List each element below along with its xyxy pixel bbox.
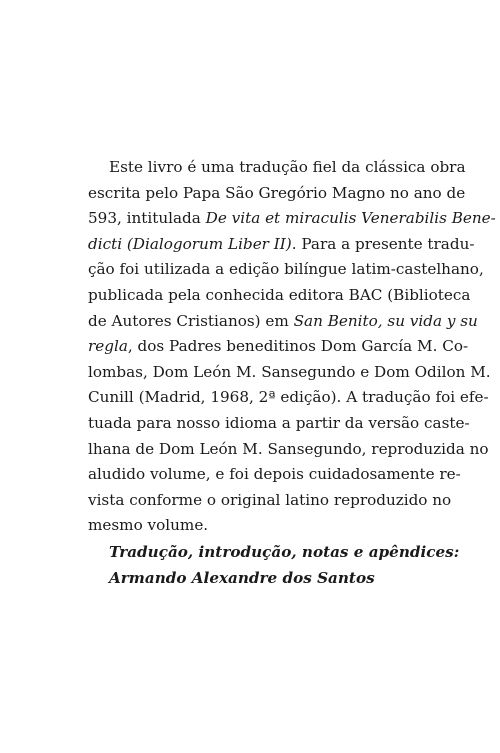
text-run: de Autores Cristianos) em (88, 311, 294, 330)
text-run: Este livro é uma tradução fiel da clássica obra (109, 158, 466, 176)
text-run: . Para a presente tradu- (291, 234, 475, 253)
text-run: , dos Padres beneditinos Dom García M. Co- (127, 337, 469, 356)
translation-note-paragraph (88, 155, 496, 539)
italic-title-run: De vita et miraculis Venerabilis Bene- (205, 209, 496, 228)
paragraph-line (88, 309, 478, 335)
italic-title-run: regla (88, 337, 128, 356)
paragraph-line (88, 334, 469, 360)
paragraph-line (88, 437, 489, 463)
text-run: lhana de Dom León M. Sansegundo, reproduzida no (88, 439, 489, 458)
text-run: tuada para nosso idioma a partir da versão caste- (88, 413, 470, 432)
text-run: mesmo volume. (88, 516, 209, 535)
paragraph-line (88, 283, 471, 309)
paragraph-line (88, 181, 466, 207)
paragraph-line (88, 206, 496, 232)
translation-credits (109, 540, 460, 591)
text-run: Cunill (Madrid, 1968, 2ª edição). A tradução foi efe- (88, 388, 489, 407)
credits-name: Armando Alexandre dos Santos (109, 568, 375, 587)
text-run: ção foi utilizada a edição bilíngue latim-castelhano, (88, 260, 484, 279)
paragraph-line (88, 411, 470, 437)
paragraph-line (88, 155, 466, 181)
italic-title-run: San Benito, su vida y su (293, 311, 478, 330)
paragraph-line (88, 360, 491, 386)
credits-role: Tradução, introdução, notas e apêndices: (109, 543, 460, 561)
paragraph-line (88, 462, 461, 488)
paragraph-line (88, 385, 489, 411)
paragraph-line (88, 232, 475, 258)
text-run: aludido volume, e foi depois cuidadosamente re- (88, 465, 461, 484)
italic-title-run: dicti (Dialogorum Liber II) (88, 234, 292, 253)
text-run: lombas, Dom León M. Sansegundo e Dom Odilon M. (88, 362, 491, 381)
paragraph-line (88, 257, 484, 283)
text-run: publicada pela conhecida editora BAC (Biblioteca (88, 285, 471, 304)
paragraph-line (88, 488, 452, 514)
text-run: escrita pelo Papa São Gregório Magno no ano de (88, 183, 466, 202)
text-run: vista conforme o original latino reproduzido no (88, 490, 452, 509)
paragraph-line (88, 513, 410, 539)
text-run: 593, intitulada (88, 209, 206, 228)
